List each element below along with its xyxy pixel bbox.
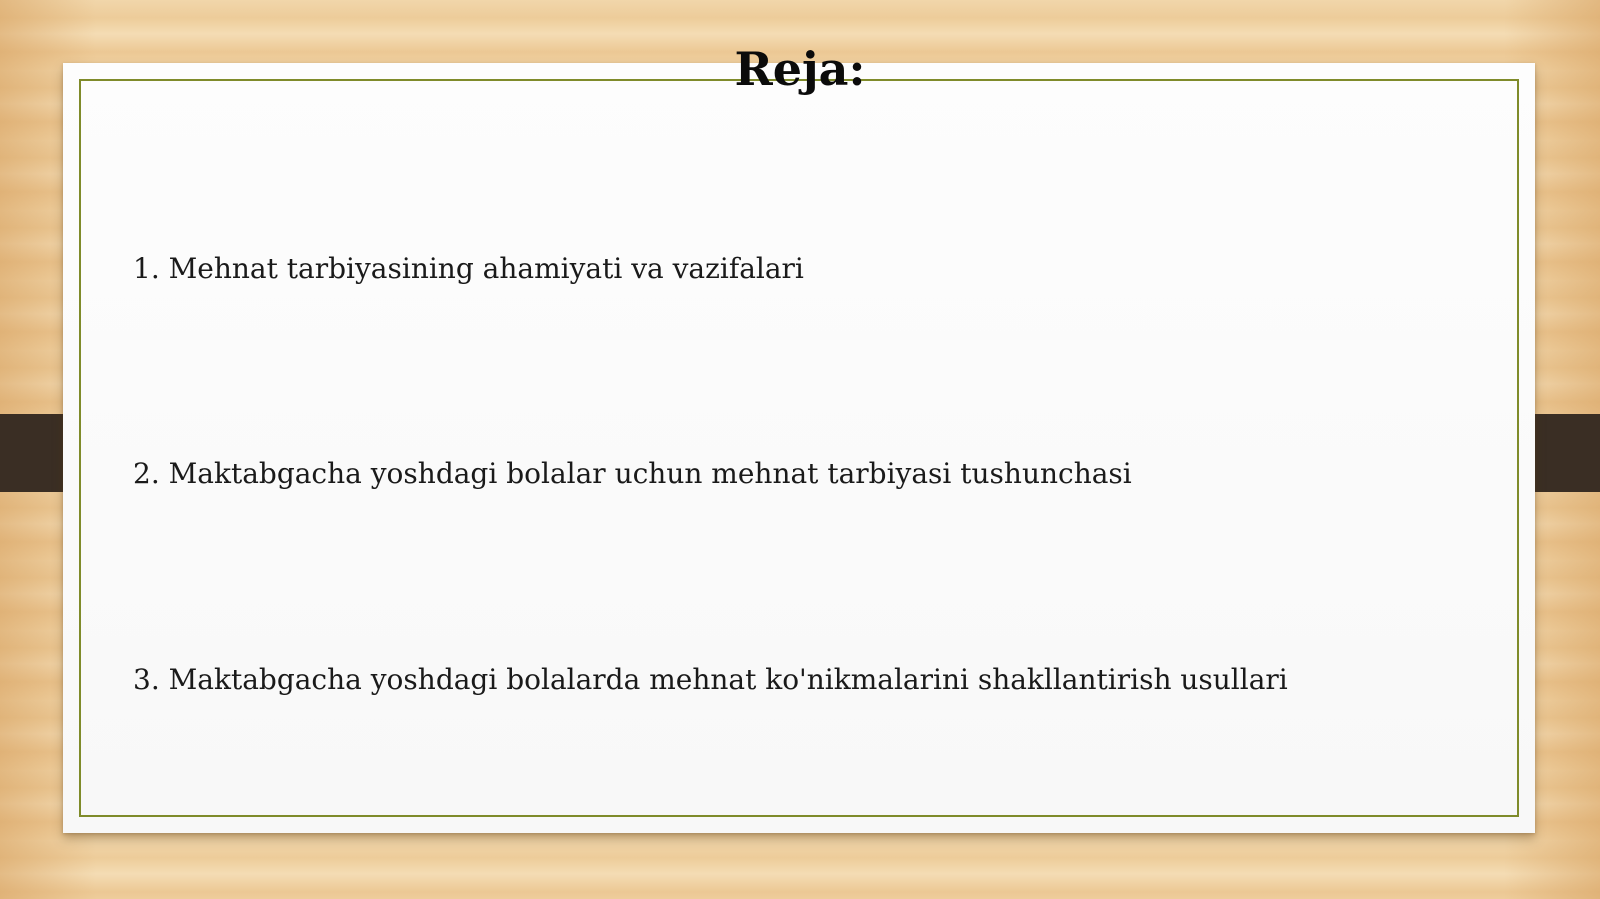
plan-item-2: 2. Maktabgacha yoshdagi bolalar uchun mehnat tarbiyasi tushunchasi [133,457,1132,490]
plan-item-1: 1. Mehnat tarbiyasining ahamiyati va vazifalari [133,252,804,285]
slide-card [63,63,1535,833]
plan-item-3: 3. Maktabgacha yoshdagi bolalarda mehnat ko'nikmalarini shakllantirish usullari [133,663,1288,696]
slide-title: Reja: [734,42,866,96]
slide-frame-border [79,79,1519,817]
